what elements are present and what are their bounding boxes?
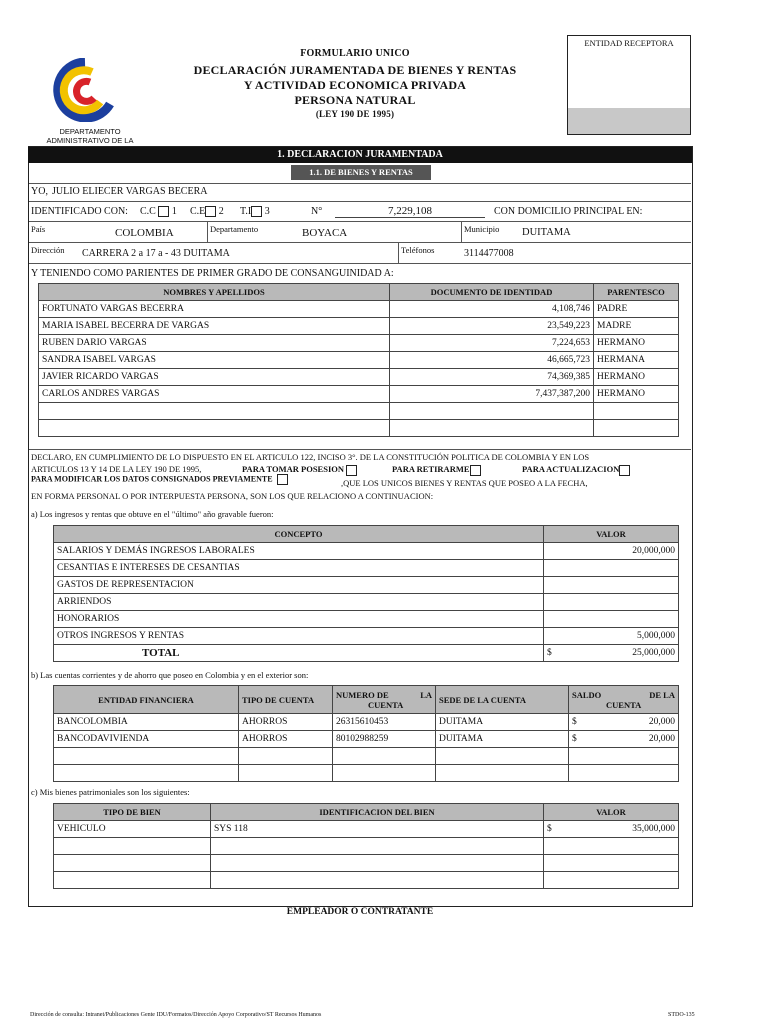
income-total-currency: $ [547, 648, 552, 658]
table-row [54, 577, 679, 594]
pais-value: COLOMBIA [115, 227, 174, 239]
income-table [53, 525, 679, 662]
income-value: 20,000,000 [544, 543, 679, 560]
income-concept: CESANTIAS E INTERESES DE CESANTIAS [54, 560, 544, 577]
declaration-line-4: EN FORMA PERSONAL O POR INTERPUESTA PERSONA, SON LOS QUE RELACIONO A CONTINUACION: [31, 491, 434, 501]
income-header-value: VALOR [544, 526, 679, 543]
relative-name: FORTUNATO VARGAS BECERRA [39, 301, 390, 318]
relative-relation: HERMANO [594, 335, 679, 352]
title-line-2: Y ACTIVIDAD ECONOMICA PRIVADA [243, 78, 467, 92]
ti-number: 3 [264, 206, 270, 217]
relative-name: JAVIER RICARDO VARGAS [39, 369, 390, 386]
table-row [39, 369, 679, 386]
table-row [39, 301, 679, 318]
income-concept: ARRIENDOS [54, 594, 544, 611]
relative-doc: 74,369,385 [390, 369, 594, 386]
account-number: 26315610453 [333, 714, 436, 731]
assets-intro: c) Mis bienes patrimoniales son los siguientes: [31, 787, 190, 797]
relative-relation [594, 420, 679, 437]
asset-identification: SYS 118 [211, 821, 544, 838]
accounts-table [53, 685, 679, 782]
tomar-posesion-checkbox[interactable] [346, 465, 357, 476]
relative-relation [594, 403, 679, 420]
relative-name: CARLOS ANDRES VARGAS [39, 386, 390, 403]
asset-identification [211, 855, 544, 872]
asset-identification [211, 872, 544, 889]
assets-table [53, 803, 679, 889]
accounts-intro: b) Las cuentas corrientes y de ahorro que poseo en Colombia y en el exterior son: [31, 670, 309, 680]
account-entity [54, 765, 239, 782]
asset-type [54, 872, 211, 889]
relative-name [39, 403, 390, 420]
income-value: 5,000,000 [544, 628, 679, 645]
ti-checkbox[interactable] [251, 206, 262, 217]
account-balance [569, 765, 679, 782]
asset-type: VEHICULO [54, 821, 211, 838]
table-row [54, 731, 679, 748]
title-line-1: DECLARACIÓN JURAMENTADA DE BIENES Y RENTAS [193, 63, 517, 77]
accounts-header-number [333, 686, 436, 714]
assets-header-identification: IDENTIFICACION DEL BIEN [211, 804, 544, 821]
dept-line-1: DEPARTAMENTO [59, 127, 121, 136]
dept-line-2: ADMINISTRATIVO DE LA [46, 136, 134, 145]
accounts-header-entity: ENTIDAD FINANCIERA [54, 686, 239, 714]
account-branch: DUITAMA [436, 714, 569, 731]
account-number: 80102988259 [333, 731, 436, 748]
accounts-header-balance [569, 686, 679, 714]
relatives-header-relation: PARENTESCO [594, 284, 679, 301]
no-label: N° [311, 206, 323, 217]
table-row [39, 403, 679, 420]
id-number: 7,229,108 [335, 205, 485, 218]
table-row [54, 821, 679, 838]
declaration-line-3: ,QUE LOS UNICOS BIENES Y RENTAS QUE POSEO A LA FECHA, [341, 478, 588, 488]
account-balance-value: 20,000 [648, 717, 675, 727]
table-row [54, 594, 679, 611]
asset-value [544, 872, 679, 889]
actualizacion-label: PARA ACTUALIZACION [522, 464, 620, 474]
income-value [544, 611, 679, 628]
relative-name [39, 420, 390, 437]
receptor-box [567, 35, 691, 135]
ce-number: 2 [218, 206, 224, 217]
modificar-checkbox[interactable] [277, 474, 288, 485]
asset-value-amount: 35,000,000 [632, 824, 675, 834]
relative-doc [390, 420, 594, 437]
account-branch [436, 748, 569, 765]
account-branch: DUITAMA [436, 731, 569, 748]
table-row [54, 560, 679, 577]
declarant-name: JULIO ELIECER VARGAS BECERA [52, 186, 208, 197]
account-type [239, 765, 333, 782]
asset-type [54, 855, 211, 872]
income-total-row [54, 645, 679, 662]
telefono-value: 3114477008 [464, 248, 514, 259]
table-row [54, 872, 679, 889]
accounts-header-number-c: CUENTA [368, 699, 404, 710]
ce-label: C.E [190, 206, 206, 217]
relative-doc: 23,549,223 [390, 318, 594, 335]
relative-relation: HERMANO [594, 369, 679, 386]
form-title: FORMULARIO UNICO [300, 48, 410, 59]
table-row [54, 838, 679, 855]
account-type: AHORROS [239, 714, 333, 731]
table-row [39, 420, 679, 437]
account-entity: BANCODAVIVIENDA [54, 731, 239, 748]
table-row [54, 543, 679, 560]
domicilio-label: CON DOMICILIO PRINCIPAL EN: [494, 206, 643, 217]
direccion-value: CARRERA 2 a 17 a - 43 DUITAMA [82, 248, 230, 259]
table-row [54, 611, 679, 628]
relative-doc: 46,665,723 [390, 352, 594, 369]
title-line-3: PERSONA NATURAL [294, 93, 416, 107]
account-number [333, 748, 436, 765]
footer-path: Dirección de consulta: Intranet/Publicaciones Gente IDU/Formatos/Dirección Apoyo Corporativo/ST Recursos Humanos [30, 1012, 322, 1018]
table-row [54, 748, 679, 765]
section-main-header: 1. DECLARACION JURAMENTADA [28, 147, 692, 163]
accounts-header-balance-c: CUENTA [606, 699, 642, 710]
account-balance [569, 748, 679, 765]
yo-label: YO, [31, 186, 48, 197]
tomar-posesion-label: PARA TOMAR POSESION [242, 464, 345, 474]
departamento-label: Departamento [210, 224, 259, 234]
modificar-label: PARA MODIFICAR LOS DATOS CONSIGNADOS PREVIAMENTE [31, 474, 273, 484]
relative-doc [390, 403, 594, 420]
retirarme-label: PARA RETIRARME [392, 464, 470, 474]
income-intro: a) Los ingresos y rentas que obtuve en el "último" año gravable fueron: [31, 509, 274, 519]
income-total-value: 25,000,000 [632, 648, 675, 658]
actualizacion-checkbox[interactable] [619, 465, 630, 476]
footer-code: STDO-135 [668, 1012, 695, 1018]
account-entity [54, 748, 239, 765]
assets-header-value: VALOR [544, 804, 679, 821]
cc-label: C.C [140, 206, 156, 217]
account-number [333, 765, 436, 782]
account-balance [569, 731, 679, 748]
accounts-header-balance-b: DE LA [649, 689, 675, 700]
table-row [39, 352, 679, 369]
table-row [54, 628, 679, 645]
relative-name: SANDRA ISABEL VARGAS [39, 352, 390, 369]
table-row [54, 855, 679, 872]
pais-label: País [31, 224, 46, 234]
account-currency: $ [572, 717, 577, 727]
income-concept: GASTOS DE REPRESENTACION [54, 577, 544, 594]
table-row [39, 335, 679, 352]
relative-relation: HERMANO [594, 386, 679, 403]
relative-doc: 7,224,653 [390, 335, 594, 352]
accounts-header-number-b: LA [420, 689, 432, 700]
asset-value [544, 838, 679, 855]
asset-currency: $ [547, 824, 552, 834]
account-entity: BANCOLOMBIA [54, 714, 239, 731]
table-row [54, 714, 679, 731]
accounts-header-type: TIPO DE CUENTA [239, 686, 333, 714]
relative-relation: PADRE [594, 301, 679, 318]
municipio-label: Municipio [464, 224, 500, 234]
income-concept: OTROS INGRESOS Y RENTAS [54, 628, 544, 645]
declaration-line-1: DECLARO, EN CUMPLIMIENTO DE LO DISPUESTO EN EL ARTICULO 122, INCISO 3°. DE LA CONSTITUCIÓN POLITICA DE COLOMBIA Y EN LOS [31, 452, 590, 462]
cc-checkbox[interactable] [158, 206, 169, 217]
law-reference: (LEY 190 DE 1995) [315, 109, 395, 119]
relative-relation: HERMANA [594, 352, 679, 369]
account-currency: $ [572, 734, 577, 744]
departamento-value: BOYACA [302, 227, 348, 239]
relative-name: MARIA ISABEL BECERRA DE VARGAS [39, 318, 390, 335]
income-value [544, 594, 679, 611]
accounts-header-number-a: NUMERO DE [336, 689, 389, 700]
relative-name: RUBEN DARIO VARGAS [39, 335, 390, 352]
income-total-label: TOTAL [54, 645, 544, 662]
table-row [39, 318, 679, 335]
asset-identification [211, 838, 544, 855]
relative-doc: 7,437,387,200 [390, 386, 594, 403]
relatives-header-name: NOMBRES Y APELLIDOS [39, 284, 390, 301]
receptor-label: ENTIDAD RECEPTORA [584, 38, 674, 48]
income-total-cell [544, 645, 679, 662]
assets-header-type: TIPO DE BIEN [54, 804, 211, 821]
relatives-table [38, 283, 679, 437]
asset-value [544, 855, 679, 872]
accounts-header-balance-a: SALDO [572, 689, 602, 700]
income-value [544, 577, 679, 594]
account-balance-value: 20,000 [648, 734, 675, 744]
income-value [544, 560, 679, 577]
government-logo [52, 58, 118, 122]
retirarme-checkbox[interactable] [470, 465, 481, 476]
account-balance [569, 714, 679, 731]
direccion-label: Dirección [31, 245, 65, 255]
declaration-line-2: ARTICULOS 13 Y 14 DE LA LEY 190 DE 1995, [31, 464, 202, 474]
relative-relation: MADRE [594, 318, 679, 335]
relatives-intro: Y TENIENDO COMO PARIENTES DE PRIMER GRADO DE CONSANGUINIDAD A: [31, 268, 394, 279]
cc-number: 1 [171, 206, 177, 217]
accounts-header-branch: SEDE DE LA CUENTA [436, 686, 569, 714]
account-type: AHORROS [239, 731, 333, 748]
income-concept: HONORARIOS [54, 611, 544, 628]
telefonos-label: Teléfonos [401, 245, 435, 255]
ce-checkbox[interactable] [205, 206, 216, 217]
identificado-label: IDENTIFICADO CON: [31, 206, 128, 217]
ti-label: T.I [240, 206, 252, 217]
relatives-header-doc: DOCUMENTO DE IDENTIDAD [390, 284, 594, 301]
table-row [54, 765, 679, 782]
table-row [39, 386, 679, 403]
asset-type [54, 838, 211, 855]
income-concept: SALARIOS Y DEMÁS INGRESOS LABORALES [54, 543, 544, 560]
section-sub-header: 1.1. DE BIENES Y RENTAS [291, 165, 431, 180]
income-header-concept: CONCEPTO [54, 526, 544, 543]
account-branch [436, 765, 569, 782]
asset-value [544, 821, 679, 838]
relative-doc: 4,108,746 [390, 301, 594, 318]
account-type [239, 748, 333, 765]
municipio-value: DUITAMA [522, 227, 571, 238]
employer-label: EMPLEADOR O CONTRATANTE [286, 907, 434, 917]
